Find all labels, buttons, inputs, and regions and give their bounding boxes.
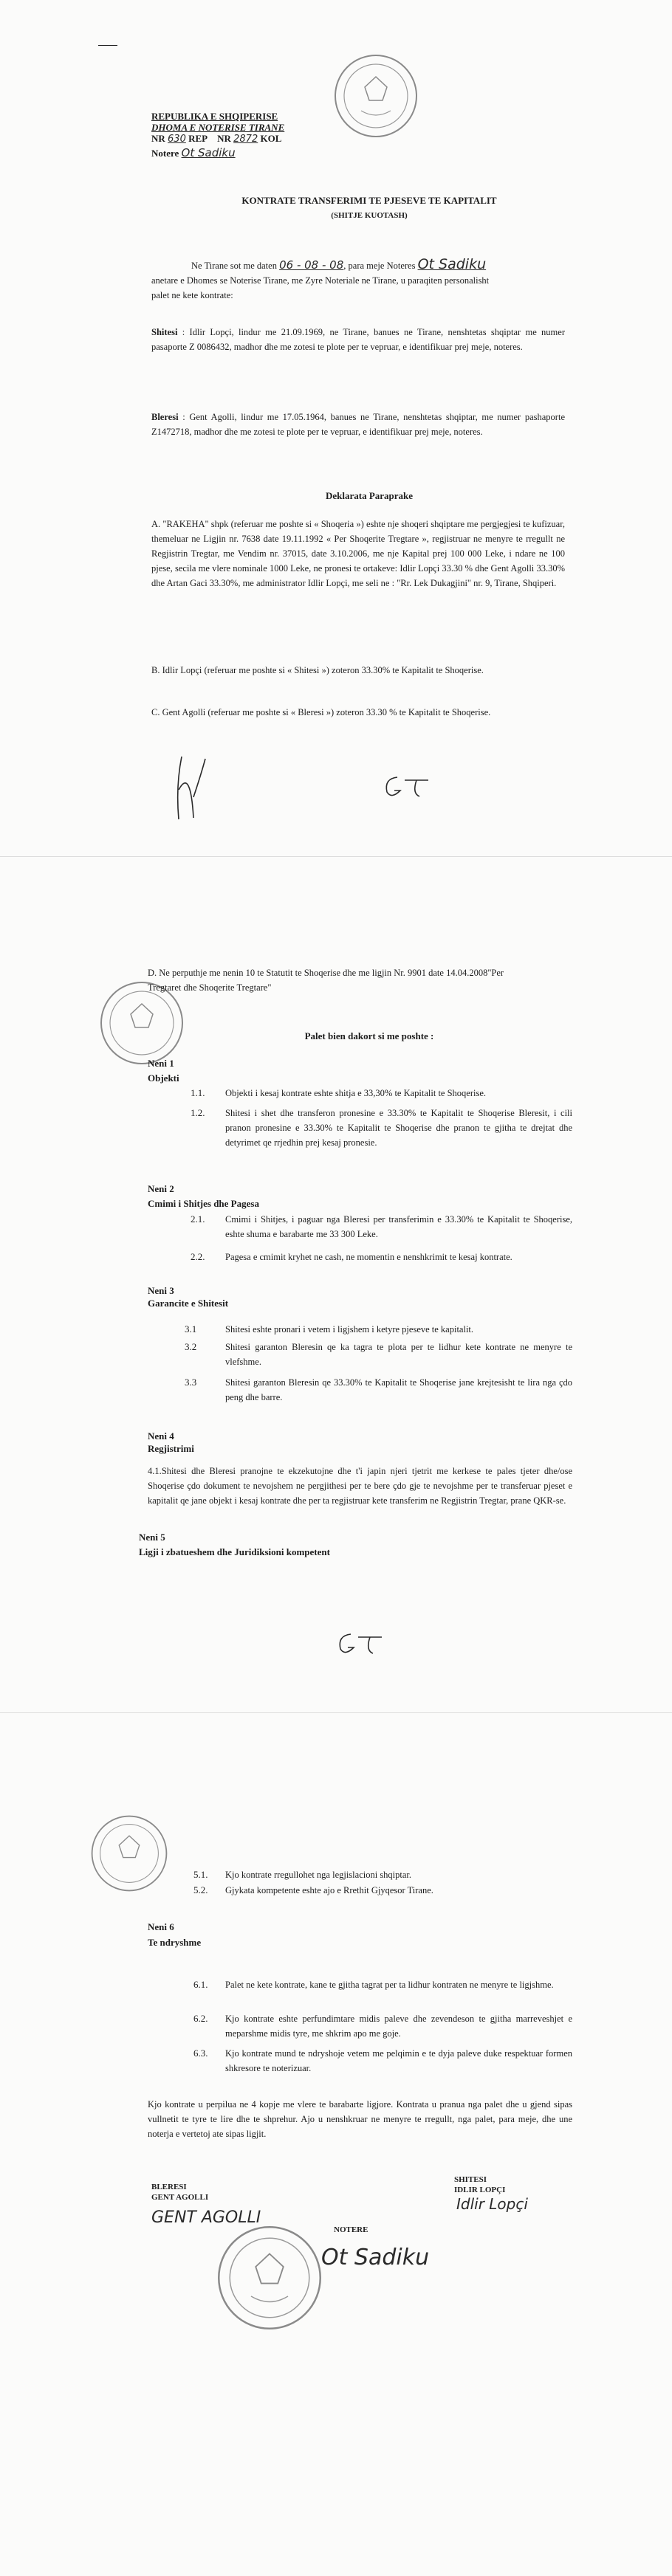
notere-label: Notere [151, 148, 179, 159]
item-5-2: Gjykata kompetente eshte ajo e Rrethit Gjyqesor Tirane. [225, 1885, 433, 1895]
article-3-subtitle: Garancite e Shitesit [148, 1298, 229, 1309]
date-handwriting: 06 - 08 - 08 [279, 258, 344, 272]
article-2-subtitle: Cmimi i Shitjes dhe Pagesa [148, 1198, 259, 1209]
seller-party [151, 325, 565, 354]
header-republic: REPUBLIKA E SHQIPERISE [151, 111, 278, 122]
item-3-3: Shitesi garanton Bleresin qe 33.30% te Kapitalit te Shoqerise jane krejtesisht te lira nga çdo peng dhe barre. [225, 1377, 572, 1402]
seller-initials-signature [168, 753, 213, 823]
item-5-2-number: 5.2. [193, 1884, 208, 1895]
item-2-2-number: 2.2. [191, 1251, 205, 1262]
seller-details: : Idlir Lopçi, lindur me 21.09.1969, ne Tirane, banues ne Tirane, nenshtetas shqiptar me numer pasaporte Z 0086432, madhor dhe me zotesi te plote per te vepruar, e identifikuar prej meje, noteres. [151, 327, 565, 352]
header-numbers [151, 131, 281, 147]
item-2-1: Cmimi i Shitjes, i paguar nga Bleresi per transferimin e 33.30% te Kapitalit te Shoqerise, eshte shuma e barabarte me 33 300 Leke. [225, 1214, 572, 1239]
document-page-2 [0, 856, 672, 1713]
intro-line-1 [191, 257, 486, 273]
item-6-1-number: 6.1. [193, 1979, 208, 1990]
article-5-title: Neni 5 [139, 1532, 165, 1543]
contract-subtitle: (SHITJE KUOTASH) [331, 211, 408, 220]
notary-seal-stamp [89, 1813, 170, 1894]
article-2-title: Neni 2 [148, 1183, 174, 1194]
notary-seal-stamp [214, 2222, 325, 2333]
contract-title: KONTRATE TRANSFERIMI TE PJESEVE TE KAPITALIT [241, 195, 497, 206]
notere-handwriting: Ot Sadiku [181, 146, 236, 159]
document-page-1 [0, 0, 672, 856]
buyer-label: Bleresi [151, 412, 179, 422]
article-4-title: Neni 4 [148, 1430, 174, 1442]
intro-mid: , para meje Noteres [343, 261, 416, 271]
nr-value: 630 [168, 134, 186, 145]
notary-signature: Ot Sadiku [321, 2245, 430, 2270]
intro-line-2: anetare e Dhomes se Noterise Tirane, me Zyre Noteriale ne Tirane, u paraqiten personalisht [151, 275, 490, 286]
item-6-3-number: 6.3. [193, 2048, 208, 2059]
article-6-subtitle: Te ndryshme [148, 1937, 202, 1948]
declaration-c: C. Gent Agolli (referuar me poshte si « Bleresi ») zoteron 33.30 % te Kapitalit te Shoqerise. [151, 707, 491, 717]
declaration-d-line-2: Tregtaret dhe Shoqerite Tregtare" [148, 982, 272, 993]
item-6-3: Kjo kontrate mund te ndryshoje vetem me pelqimin e te dyja paleve duke respektuar formen shkresore te noterizuar. [225, 2048, 572, 2073]
item-3-2-number: 3.2 [185, 1341, 197, 1352]
item-2-2: Pagesa e cmimit kryhet ne cash, ne momentin e nenshkrimit te kesaj kontrate. [225, 1252, 512, 1262]
item-3-1-number: 3.1 [185, 1323, 197, 1335]
page-mark [98, 45, 117, 46]
notary-role-label: NOTERE [334, 2225, 368, 2234]
article-5-subtitle: Ligji i zbatueshem dhe Juridiksioni kompetent [139, 1546, 330, 1557]
item-5-1-number: 5.1. [193, 1869, 208, 1880]
seller-label: Shitesi [151, 327, 178, 337]
article-4-subtitle: Regjistrimi [148, 1443, 194, 1454]
agreement-heading: Palet bien dakort si me poshte : [304, 1030, 434, 1041]
buyer-details: : Gent Agolli, lindur me 17.05.1964, banues ne Tirane, nenshtetas shqiptar, me numer pashaporte Z1472718, madhor dhe me zotesi te plote per te vepruar, e identifikuar prej meje, noteres. [151, 412, 565, 437]
seller-role-label: SHITESI [454, 2175, 487, 2184]
item-2-1-number: 2.1. [191, 1213, 205, 1225]
notary-seal-stamp [332, 52, 420, 140]
buyer-initials-signature [383, 771, 434, 801]
item-3-2: Shitesi garanton Bleresin qe ka tagra te plota per te lidhur kete kontrate ne menyre te vlefshme. [225, 1342, 572, 1367]
item-3-1: Shitesi eshte pronari i vetem i ligjshem i ketyre pjeseve te kapitalit. [225, 1324, 474, 1335]
buyer-name-label: GENT AGOLLI [151, 2193, 209, 2202]
item-3-3-number: 3.3 [185, 1377, 197, 1388]
document-page-3 [0, 1712, 672, 2576]
item-1-1-number: 1.1. [191, 1087, 205, 1098]
item-1-1: Objekti i kesaj kontrate eshte shitja e 33,30% te Kapitalit te Shoqerise. [225, 1088, 487, 1098]
seller-name-label: IDLIR LOPÇI [454, 2186, 506, 2194]
article-3-title: Neni 3 [148, 1285, 174, 1296]
declaration-b: B. Idlir Lopçi (referuar me poshte si « Shitesi ») zoteron 33.30% te Kapitalit te Shoqerise. [151, 665, 484, 675]
intro-start: Ne Tirane sot me daten [191, 261, 277, 271]
article-1-title: Neni 1 [148, 1058, 174, 1069]
item-6-2: Kjo kontrate eshte perfundimtare midis paleve dhe zevendeson te gjitha marreveshjet e meparshme midis tyre, me shkrim apo me goje. [225, 2014, 572, 2039]
kol-label: KOL [260, 133, 282, 144]
buyer-role-label: BLERESI [151, 2183, 187, 2191]
rep-label: REP [188, 133, 208, 144]
article-6-title: Neni 6 [148, 1921, 174, 1932]
intro-line-3: palet ne kete kontrate: [151, 290, 233, 300]
nr2-value: 2872 [233, 134, 258, 145]
item-6-2-number: 6.2. [193, 2013, 208, 2024]
declaration-a: A. "RAKEHA" shpk (referuar me poshte si « Shoqeria ») eshte nje shoqeri shqiptare me pergjegjesi te kufizuar, themeluar ne Ligjin nr. 7638 date 19.11.1992 « Per Shoqerite Tregtare », regjistruar ne menyre te rregullt ne Regjistrin Tregtar, me Vendim nr. 37015, date 3.10.2006, me nje Kapital prej 100 000 Leke, i ndare ne 100 pjese, secila me vlere nominale 1000 Leke, ne pronesi te ortakeve: Idlir Lopçi 33.30 % dhe Gent Agolli 33.30% dhe Artan Gaci 33.30%, me administrator Idlir Lopçi, me seli ne : "Rr. Lek Dukagjini" nr. 9, Tirane, Shqiperi. [151, 519, 565, 588]
header-chamber: DHOMA E NOTERISE TIRANE [151, 122, 285, 133]
notary-name-handwriting: Ot Sadiku [417, 256, 487, 272]
seller-signature: Idlir Lopçi [456, 2195, 528, 2213]
article-1-subtitle: Objekti [148, 1072, 179, 1084]
item-1-2-number: 1.2. [191, 1107, 205, 1118]
item-5-1: Kjo kontrate rregullohet nga legjislacioni shqiptar. [225, 1870, 412, 1880]
header-notary [151, 145, 236, 161]
buyer-party [151, 410, 565, 439]
declaration-d-line-1: D. Ne perputhje me nenin 10 te Statutit te Shoqerise dhe me ligjin Nr. 9901 date 14.04.2008"Per [148, 968, 504, 978]
item-6-1: Palet ne kete kontrate, kane te gjitha tagrat per ta lidhur kontraten ne menyre te ligjshme. [225, 1980, 554, 1990]
buyer-signature: GENT AGOLLI [151, 2208, 261, 2227]
buyer-initials-signature [336, 1628, 388, 1658]
item-4-1: 4.1.Shitesi dhe Bleresi pranojne te ekzekutojne dhe t'i japin njeri tjetrit me kerkese te pales tjeter dhe/ose Shoqerise çdo dokument te nevojshem ne pergjithesi per te bere çdo gje te nevojshme per te transferuar pjeset e kapitalit qe jane objekt i kesaj kontrate dhe per ta regjistruar kete transferim ne Regjistrin Tregtar, prane QKR-se. [148, 1466, 572, 1506]
nr2-label: NR [217, 133, 231, 144]
closing-statement: Kjo kontrate u perpilua ne 4 kopje me vlere te barabarte ligjore. Kontrata u pranua nga palet dhe u gjend sipas vullnetit te tyre te lire dhe te shprehur. Ajo u nenshkruar ne menyre te rregullt, nga palet, para meje, dhe une noterja e vertetoj ate sipas ligjit. [148, 2099, 572, 2139]
item-1-2: Shitesi i shet dhe transferon pronesine e 33.30% te Kapitalit te Shoqerise Bleresit, i cili pranon pronesine e 33.30% te Kapitalit te Shoqerise dhe pranon te gjitha te drejtat dhe detyrimet qe rrjedhin prej kesaj pronesie. [225, 1108, 572, 1148]
nr-label: NR [151, 133, 165, 144]
declarations-heading: Deklarata Paraprake [325, 490, 414, 501]
